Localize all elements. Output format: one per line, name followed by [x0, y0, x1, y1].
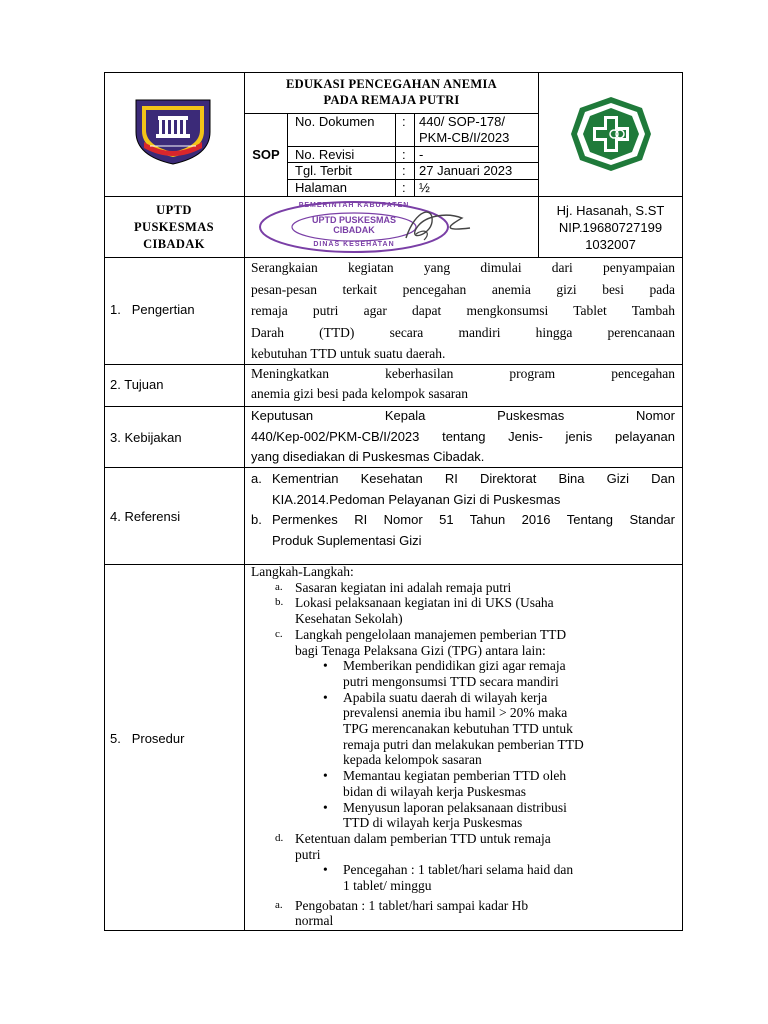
step-line: bagi Tenaga Pelaksana Gizi (TPG) antara lain:: [295, 642, 546, 658]
step-line: Sasaran kegiatan ini adalah remaja putri: [295, 579, 512, 595]
signer-nip-line-2: 1032007: [585, 237, 636, 252]
section-number: 2.: [110, 377, 121, 392]
list-marker: a.: [275, 580, 283, 593]
section-label-pengertian: [110, 302, 195, 317]
bullet-line: Memberikan pendidikan gizi agar remaja: [343, 658, 566, 674]
bullet-line: 1 tablet/ minggu: [343, 878, 432, 894]
meta-label-no-revisi: No. Revisi: [295, 147, 355, 162]
section-title: Kebijakan: [124, 430, 182, 445]
step-line: putri: [295, 846, 321, 862]
section-number: 3.: [110, 430, 121, 445]
bullet-line: TTD di wilayah kerja Puskesmas: [343, 815, 523, 831]
reference-line: Kementrian Kesehatan RI Direktorat Bina Gizi Dan: [272, 471, 675, 486]
body-line: kebutuhan TTD untuk suatu daerah.: [251, 346, 446, 362]
bullet-line: Apabila suatu daerah di wilayah kerja: [343, 689, 548, 705]
body-line: anemia gizi besi pada kelompok sasaran: [251, 386, 469, 401]
meta-sep-no-dokumen: :: [402, 114, 406, 129]
meta-value-line-2: PKM-CB/I/2023: [419, 130, 510, 145]
procedure-step: [251, 627, 679, 658]
section-label-tujuan: [110, 377, 164, 392]
title-line-1: EDUKASI PENCEGAHAN ANEMIA: [286, 77, 497, 91]
step-line: Langkah pengelolaan manajemen pemberian TTD: [295, 626, 567, 642]
list-marker: a.: [275, 898, 283, 911]
meta-sep-halaman: :: [402, 180, 406, 195]
meta-label-tgl-terbit: Tgl. Terbit: [295, 163, 352, 178]
bullet-line: bidan di wilayah kerja Puskesmas: [343, 783, 526, 799]
bullet-line: putri mengonsumsi TTD secara mandiri: [343, 673, 559, 689]
body-line: yang disediakan di Puskesmas Cibadak.: [251, 449, 485, 464]
bullet-dot-icon: •: [323, 689, 328, 705]
document-title: [245, 76, 538, 108]
org-line-3: CIBADAK: [143, 237, 205, 251]
procedure-bullet: [251, 768, 679, 799]
stamp-text-mid-1: UPTD PUSKESMAS: [311, 215, 396, 225]
step-line: Lokasi pelaksanaan kegiatan ini di UKS (Usaha: [295, 595, 554, 611]
reference-item: [248, 469, 675, 510]
meta-sep-no-revisi: :: [402, 147, 406, 162]
step-line: Kesehatan Sekolah): [295, 611, 403, 627]
procedure-bullet: [251, 690, 679, 769]
procedure-bullet: [251, 658, 679, 689]
section-title: Tujuan: [124, 377, 164, 392]
bullet-line: Menyusun laporan pelaksanaan distribusi: [343, 799, 567, 815]
section-title: Referensi: [124, 509, 181, 524]
procedure-bullet: [251, 800, 679, 831]
meta-label-no-dokumen: No. Dokumen: [295, 114, 375, 129]
section-label-prosedur: [110, 731, 184, 746]
section-label-kebijakan: [110, 430, 182, 445]
step-line: Pengobatan : 1 tablet/hari sampai kadar Hb: [295, 897, 529, 913]
bullet-dot-icon: •: [323, 799, 328, 815]
bullet-line: Memantau kegiatan pemberian TTD oleh: [343, 768, 567, 784]
meta-value-tgl-terbit: 27 Januari 2023: [419, 163, 513, 178]
procedure-bullet: [251, 862, 679, 893]
meta-value-line-1: 440/ SOP-178/: [419, 114, 505, 129]
body-line: Darah (TTD) secara mandiri hingga perencanaan: [251, 324, 675, 340]
bullet-line: kepada kelompok sasaran: [343, 752, 482, 768]
section-number: 1.: [110, 302, 121, 317]
section-title: Pengertian: [131, 302, 195, 317]
list-marker: a.: [251, 471, 262, 486]
sop-label: SOP: [252, 147, 280, 162]
section-body-referensi: [248, 469, 675, 551]
procedure-step: [251, 898, 679, 929]
bullet-dot-icon: •: [323, 862, 328, 878]
procedure-step: [251, 831, 679, 862]
signer-block: [539, 202, 682, 253]
stamp-text-mid-2: CIBADAK: [333, 225, 375, 235]
signer-name: Hj. Hasanah, S.ST: [556, 203, 665, 218]
reference-line: Produk Suplementasi Gizi: [272, 532, 422, 548]
body-line: 440/Kep-002/PKM-CB/I/2023 tentang Jenis- jenis pelayanan: [251, 428, 675, 444]
meta-sep-tgl-terbit: :: [402, 163, 406, 178]
signer-nip-line-1: NIP.19680727199: [558, 220, 663, 235]
bullet-line: Pencegahan : 1 tablet/hari selama haid dan: [343, 862, 574, 878]
title-line-2: PADA REMAJA PUTRI: [323, 93, 460, 107]
body-line: pesan-pesan terkait pencegahan anemia gizi besi pada: [251, 281, 675, 297]
stamp-text-top: PEMERINTAH KABUPATEN: [298, 202, 410, 209]
stamp-text-bottom: DINAS KESEHATAN: [313, 241, 395, 248]
organization-name: [104, 202, 244, 253]
meta-value-no-revisi: -: [419, 147, 424, 162]
reference-item: [248, 510, 675, 551]
regency-emblem-icon: [128, 96, 218, 166]
procedure-step: [251, 580, 679, 596]
body-line: Keputusan Kepala Puskesmas Nomor: [251, 408, 675, 423]
section-number: 5.: [110, 731, 121, 746]
meta-value-no-dokumen: [419, 114, 509, 146]
reference-line: KIA.2014.Pedoman Pelayanan Gizi di Puskesmas: [272, 491, 561, 507]
official-stamp: [256, 198, 478, 254]
section-number: 4.: [110, 509, 121, 524]
step-line: normal: [295, 913, 334, 929]
puskesmas-cross-logo-icon: [568, 94, 654, 174]
step-line: Ketentuan dalam pemberian TTD untuk remaja: [295, 830, 551, 846]
meta-value-halaman: ½: [419, 180, 430, 195]
org-line-1: UPTD: [156, 203, 192, 217]
body-line: remaja putri agar dapat mengkonsumsi Tablet Tambah: [251, 303, 675, 319]
list-marker: b.: [251, 512, 262, 527]
list-marker: c.: [275, 627, 283, 640]
list-marker: b.: [275, 596, 284, 609]
meta-label-halaman: Halaman: [295, 180, 348, 195]
body-line: Serangkaian kegiatan yang dimulai dari penyampaian: [251, 260, 675, 275]
section-body-prosedur: [251, 564, 679, 929]
bullet-dot-icon: •: [323, 768, 328, 784]
body-line: Meningkatkan keberhasilan program pencegahan: [251, 366, 675, 381]
section-body-kebijakan: [251, 406, 675, 468]
procedure-intro: Langkah-Langkah:: [251, 564, 354, 579]
bullet-line: prevalensi anemia ibu hamil > 20% maka: [343, 705, 568, 721]
section-label-referensi: [110, 509, 180, 524]
reference-line: Permenkes RI Nomor 51 Tahun 2016 Tentang Standar: [272, 512, 675, 527]
bullet-dot-icon: •: [323, 658, 328, 674]
list-marker: d.: [275, 831, 284, 844]
bullet-line: remaja putri dan melakukan pemberian TTD: [343, 736, 584, 752]
section-body-pengertian: [251, 257, 675, 365]
section-body-tujuan: [251, 364, 675, 404]
bullet-line: TPG merencanakan kebutuhan TTD untuk: [343, 721, 573, 737]
section-title: Prosedur: [131, 731, 185, 746]
org-line-2: PUSKESMAS: [133, 220, 214, 234]
procedure-step: [251, 595, 679, 626]
